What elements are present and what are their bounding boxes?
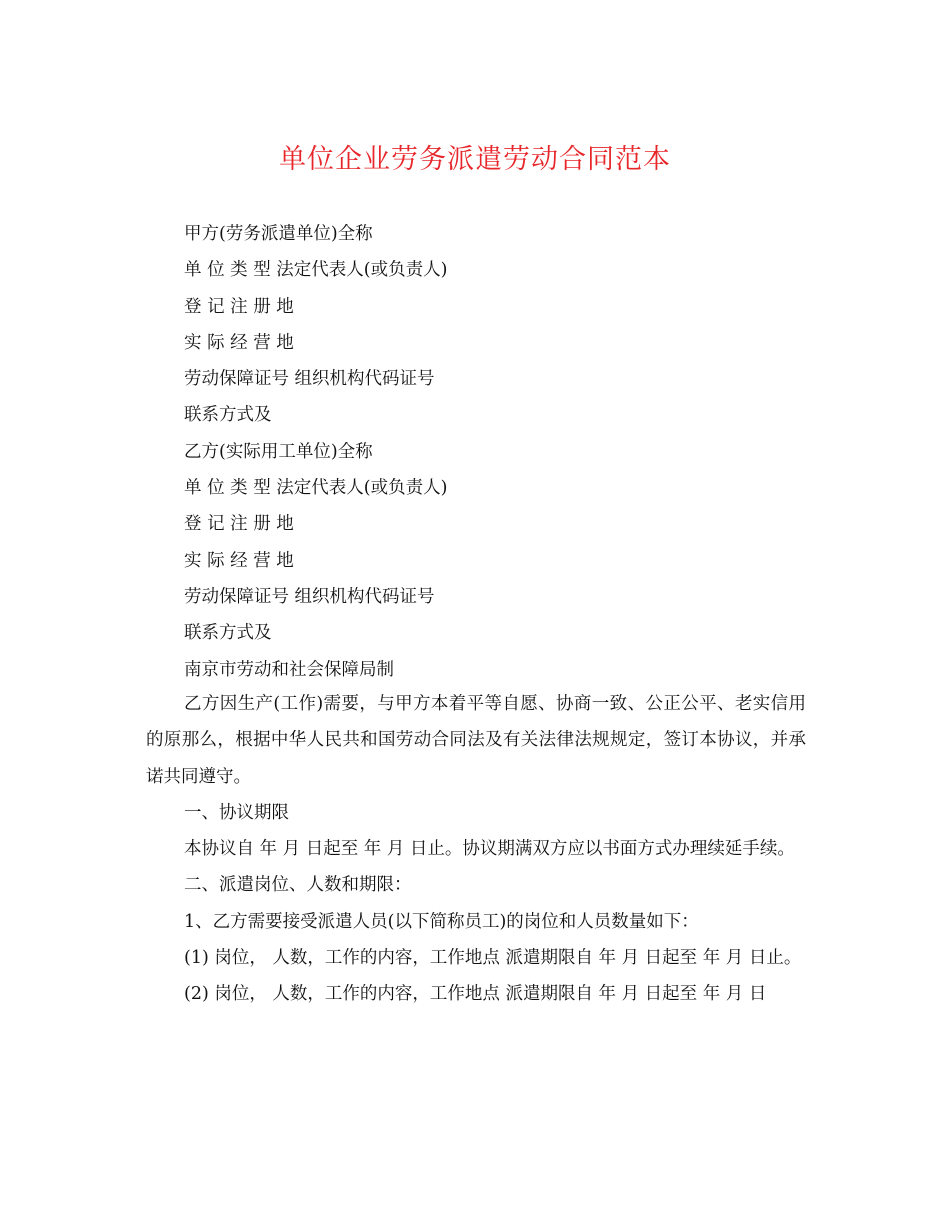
party-info-block bbox=[184, 216, 824, 688]
party-a-operating: 实 际 经 营 地 bbox=[184, 332, 294, 353]
section2-post2: (2) 岗位， 人数，工作的内容，工作地点 派遣期限自 年 月 日起至 年 月 日 bbox=[184, 984, 767, 1005]
document-title: 单位企业劳务派遣劳动合同范本 bbox=[279, 144, 671, 175]
issuer-line: 南京市劳动和社会保障局制 bbox=[184, 659, 394, 680]
party-a-full-name: 甲方(劳务派遣单位)全称 bbox=[184, 224, 373, 244]
party-a-contact: 联系方式及 bbox=[184, 405, 272, 426]
intro-paragraph: 乙方因生产(工作)需要，与甲方本着平等自愿、协商一致、公正公平、老实信用的原那么，根据中华人民共和国劳动合同法及有关法律法规规定，签订本协议，并承诺共同遵守。 bbox=[146, 694, 806, 787]
section1-text: 本协议自 年 月 日起至 年 月 日止。协议期满双方应以书面方式办理续延手续。 bbox=[184, 839, 795, 860]
party-b-registered: 登 记 注 册 地 bbox=[184, 514, 294, 535]
party-b-operating: 实 际 经 营 地 bbox=[184, 550, 294, 571]
contract-body bbox=[146, 686, 806, 1013]
party-b-type: 单 位 类 型 法定代表人(或负责人) bbox=[184, 478, 448, 499]
section2-post1: (1) 岗位， 人数，工作的内容，工作地点 派遣期限自 年 月 日起至 年 月 日止。 bbox=[184, 948, 802, 969]
section1-heading: 一、协议期限 bbox=[184, 802, 289, 823]
party-b-full-name: 乙方(实际用工单位)全称 bbox=[184, 441, 373, 462]
party-a-registered: 登 记 注 册 地 bbox=[184, 296, 294, 317]
party-b-contact: 联系方式及 bbox=[184, 623, 272, 644]
party-a-type: 单 位 类 型 法定代表人(或负责人) bbox=[184, 260, 448, 281]
section2-heading: 二、派遣岗位、人数和期限： bbox=[184, 875, 412, 896]
party-b-license: 劳动保障证号 组织机构代码证号 bbox=[184, 586, 435, 607]
party-a-license: 劳动保障证号 组织机构代码证号 bbox=[184, 369, 435, 390]
section2-item1: 1、乙方需要接受派遣人员(以下简称员工)的岗位和人员数量如下： bbox=[184, 911, 699, 932]
